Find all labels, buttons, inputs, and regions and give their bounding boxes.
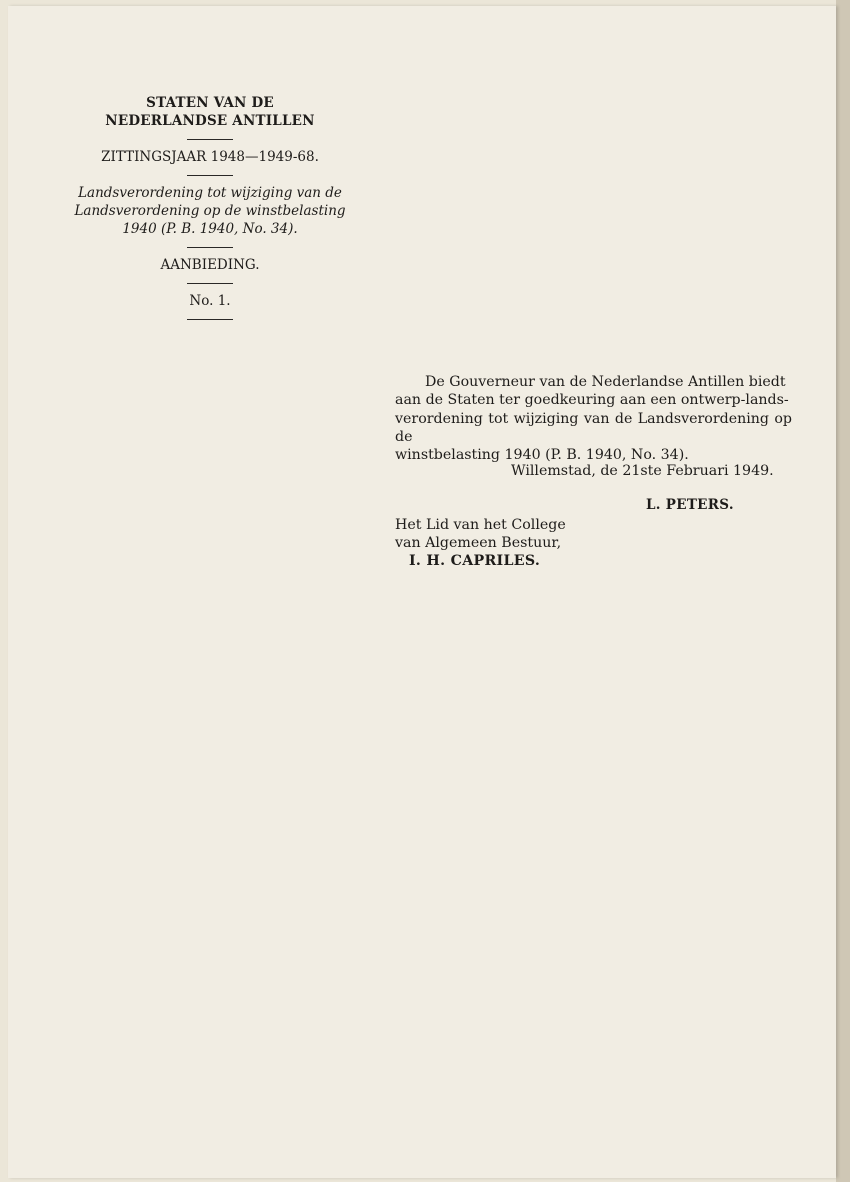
divider: [187, 139, 233, 140]
divider: [187, 247, 233, 248]
subject-line-3: 1940 (P. B. 1940, No. 34).: [122, 221, 298, 237]
intro-paragraph: [395, 373, 792, 464]
member-line-2: van Algemeen Bestuur,: [395, 535, 562, 551]
intro-line: De Gouverneur van de Nederlandse Antillen biedt: [425, 374, 786, 390]
intro-line: verordening tot wijziging van de Landsverordening op de: [395, 410, 792, 445]
title-line-2: NEDERLANDSE ANTILLEN: [105, 113, 315, 129]
session-year: ZITTINGSJAAR 1948—1949-68.: [101, 149, 319, 165]
title-line-1: STATEN VAN DE: [146, 95, 274, 111]
divider: [187, 283, 233, 284]
document-number: No. 1.: [189, 293, 231, 309]
divider: [187, 319, 233, 320]
governor-signature: L. PETERS.: [646, 497, 734, 513]
document-header: [60, 94, 360, 328]
document-page: [8, 6, 836, 1178]
intro-line: winstbelasting 1940 (P. B. 1940, No. 34).: [395, 447, 689, 464]
place-date: Willemstad, de 21ste Februari 1949.: [511, 463, 774, 479]
member-signature-block: [395, 516, 566, 570]
subject-line-1: Landsverordening tot wijziging van de: [78, 185, 342, 201]
paper-edge: [836, 0, 850, 1182]
intro-line: aan de Staten ter goedkeuring aan een ontwerp-lands-: [395, 392, 789, 409]
document-type: AANBIEDING.: [160, 257, 260, 273]
member-line-1: Het Lid van het College: [395, 517, 566, 533]
subject-line-2: Landsverordening op de winstbelasting: [74, 203, 346, 219]
member-name: I. H. CAPRILES.: [409, 553, 541, 569]
divider: [187, 175, 233, 176]
